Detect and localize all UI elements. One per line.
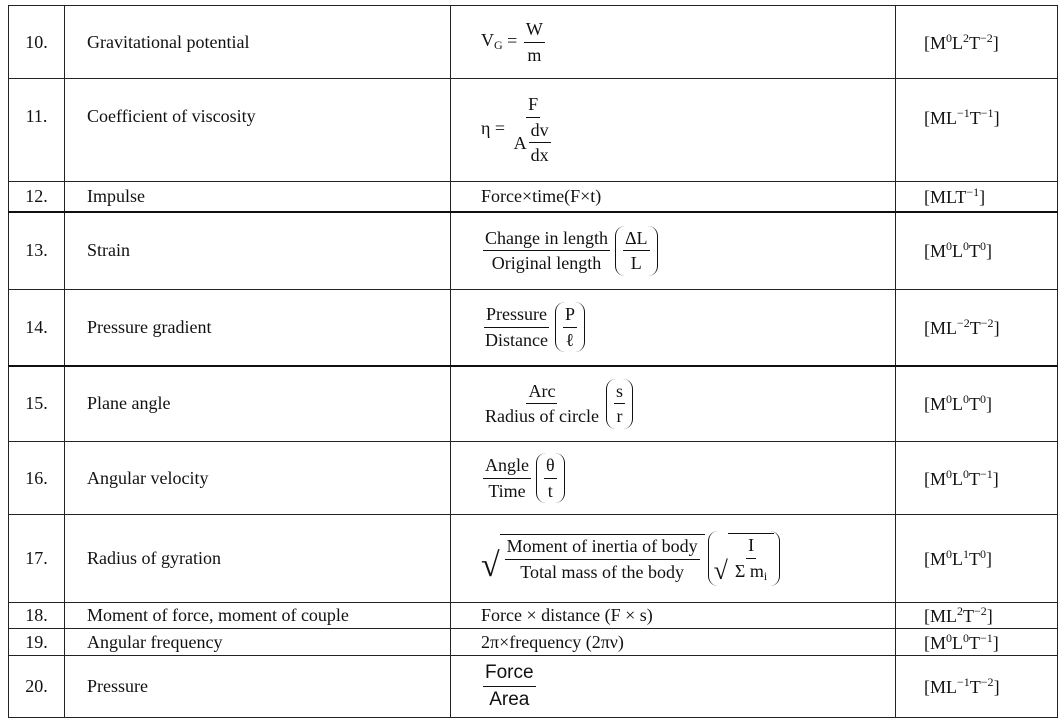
table-row [9, 6, 1058, 79]
dimension-cell: $[MLT^{-1}]$ [896, 182, 1058, 212]
serial-number: 13. [9, 212, 65, 290]
quantity-name: Radius of gyration [65, 515, 451, 603]
dimension-cell: $[M^0L^1T^0]$ [896, 515, 1058, 603]
table-row [9, 290, 1058, 366]
quantity-name: Moment of force, moment of couple [65, 603, 451, 629]
serial-number: 12. [9, 182, 65, 212]
serial-number: 17. [9, 515, 65, 603]
formula-cell: 2π×frequency (2πν) [451, 629, 896, 656]
formula-cell: √ $\frac{\text{Moment of inertia of body}}{\text{Total mass of the body}}$ √ $\frac{I}{\Sigma m_i}$ [451, 515, 896, 603]
fraction: $\frac{\text{Angle}}{\text{Time}}$ [485, 454, 529, 501]
serial-number: 18. [9, 603, 65, 629]
serial-number: 15. [9, 366, 65, 442]
dimension-cell: $[ML^{-1}T^{-2}]$ [896, 656, 1058, 718]
dimensional-formula-table [8, 5, 1058, 718]
dimension-cell: $[ML^{-2}T^{-2}]$ [896, 290, 1058, 366]
serial-number: 20. [9, 656, 65, 718]
quantity-name: Pressure [65, 656, 451, 718]
serial-number: 11. [9, 79, 65, 182]
serial-number: 19. [9, 629, 65, 656]
table-row [9, 515, 1058, 603]
table-row [9, 603, 1058, 629]
formula-cell: η = F A $\frac{dv}{dx}$ [451, 79, 896, 182]
quantity-name: Pressure gradient [65, 290, 451, 366]
fraction: $\frac{\text{Arc}}{\text{Radius of circle}}$ [485, 380, 599, 427]
serial-number: 14. [9, 290, 65, 366]
formula-lhs: $V_G$ [481, 30, 503, 53]
quantity-name: Strain [65, 212, 451, 290]
quantity-name: Impulse [65, 182, 451, 212]
fraction: $\frac{\text{Force}}{\text{Area}}$ [485, 662, 534, 710]
dimension-cell: $[M^0L^0T^{-1}]$ [896, 442, 1058, 515]
dimension-cell: $[M^0L^0T^0]$ [896, 212, 1058, 290]
fraction: $\frac{W}{m}$ [525, 18, 543, 65]
quantity-name: Plane angle [65, 366, 451, 442]
formula-cell: $\frac{\text{Arc}}{\text{Radius of circle}}$ $\frac{s}{r}$ [451, 366, 896, 442]
formula-cell: $\frac{\text{Change in length}}{\text{Original length}}$ $\frac{\Delta L}{L}$ [451, 212, 896, 290]
serial-number: 16. [9, 442, 65, 515]
table-row [9, 629, 1058, 656]
fraction: $\frac{\text{Change in length}}{\text{Original length}}$ [485, 227, 608, 274]
formula-cell: $\frac{\text{Pressure}}{\text{Distance}}$ $\frac{P}{\text{ℓ}}$ [451, 290, 896, 366]
formula-cell: $V_G$ = $\frac{W}{m}$ [451, 6, 896, 79]
table-row [9, 79, 1058, 182]
dimension-cell: $[M^0L^2T^{-2}]$ [896, 6, 1058, 79]
table-row [9, 212, 1058, 290]
quantity-name: Angular frequency [65, 629, 451, 656]
table-row [9, 442, 1058, 515]
formula-cell [451, 656, 896, 718]
formula-cell: $\frac{\text{Angle}}{\text{Time}}$ $\frac{\theta}{t}$ [451, 442, 896, 515]
formula-cell: Force × distance (F × s) [451, 603, 896, 629]
fraction: F A $\frac{dv}{dx}$ [513, 93, 549, 166]
table-row [9, 182, 1058, 212]
serial-number: 10. [9, 6, 65, 79]
dimension-cell: $[ML^{-1}T^{-1}]$ [896, 79, 1058, 182]
quantity-name: Gravitational potential [65, 6, 451, 79]
dimension-cell: $[M^0L^0T^0]$ [896, 366, 1058, 442]
formula-cell: Force×time(F×t) [451, 182, 896, 212]
quantity-name: Coefficient of viscosity [65, 79, 451, 182]
fraction: $\frac{\text{Pressure}}{\text{Distance}}$ [485, 304, 548, 350]
dimension-cell: $[ML^2T^{-2}]$ [896, 603, 1058, 629]
dimension-cell: $[M^0L^0T^{-1}]$ [896, 629, 1058, 656]
square-root: √ $\frac{\text{Moment of inertia of body}}{\text{Total mass of the body}}$ [481, 534, 705, 582]
quantity-name: Angular velocity [65, 442, 451, 515]
table-row [9, 366, 1058, 442]
table-row [9, 656, 1058, 718]
